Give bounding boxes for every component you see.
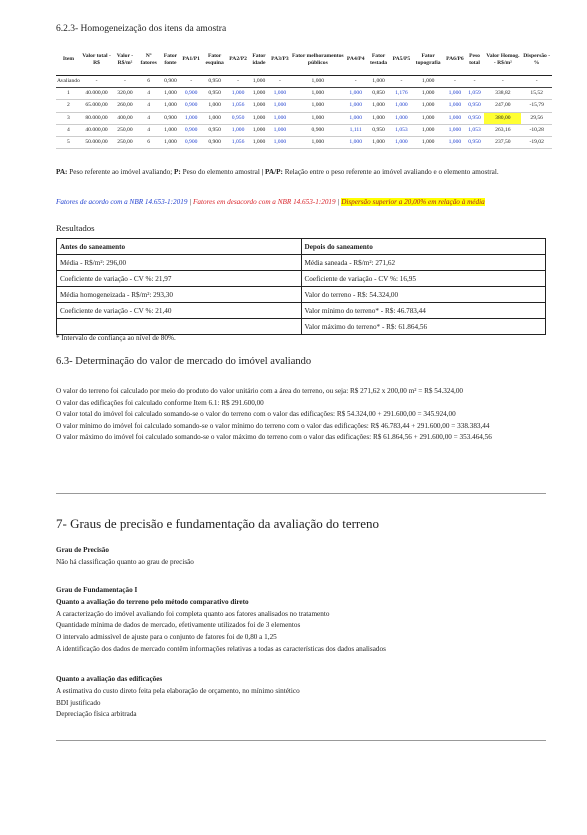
results-cell-before: Coeficiente de variação - CV %: 21,97 bbox=[57, 271, 302, 287]
table-cell: 0,950 bbox=[465, 112, 485, 124]
table-cell: 0,950 bbox=[465, 100, 485, 112]
results-header-after: Depois do saneamento bbox=[301, 239, 546, 255]
column-header: Fator idade bbox=[248, 44, 270, 76]
section-63-title: 6.3- Determinação do valor de mercado do imóvel avaliando bbox=[56, 356, 312, 367]
table-cell: 1,000 bbox=[248, 137, 270, 149]
table-cell: 1,000 bbox=[201, 112, 228, 124]
table-row bbox=[57, 271, 546, 287]
results-cell-after: Valor máximo do terreno* - R$: 61.864,56 bbox=[301, 319, 546, 335]
table-cell: 1,000 bbox=[270, 88, 290, 100]
table-cell: 4 bbox=[138, 112, 160, 124]
table-row bbox=[56, 88, 552, 100]
table-row bbox=[56, 137, 552, 149]
table-cell: 0,950 bbox=[228, 112, 248, 124]
table-cell: 1,000 bbox=[411, 88, 445, 100]
color-key-disagree: Fatores em desacordo com a NBR 14.653-1:2019 bbox=[193, 198, 336, 206]
table-cell: 1,000 bbox=[248, 124, 270, 136]
table-cell: - bbox=[346, 76, 366, 88]
samples-table bbox=[56, 44, 552, 149]
table-cell: 1,053 bbox=[465, 124, 485, 136]
table-cell: 320,00 bbox=[112, 88, 138, 100]
table-cell: 1,000 bbox=[290, 112, 346, 124]
table-cell: 260,00 bbox=[112, 100, 138, 112]
table-cell: 6 bbox=[138, 76, 160, 88]
results-cell-before: Média - R$/m²: 296,00 bbox=[57, 255, 302, 271]
paragraph: O valor máximo do imóvel foi calculado somando-se o valor máximo do terreno com o valor das edificações: R$ 61.864,56 + 291.600,00 = 353.464,56 bbox=[56, 433, 492, 441]
column-header: PA1/P1 bbox=[181, 44, 201, 76]
paragraph: O valor das edificações foi calculado conforme Item 6.1: R$ 291.600,00 bbox=[56, 398, 264, 407]
table-cell: 1,000 bbox=[270, 137, 290, 149]
table-cell: 0,900 bbox=[181, 88, 201, 100]
precision-title: Grau de Precisão bbox=[56, 546, 109, 554]
table-cell: - bbox=[484, 76, 521, 88]
table-row bbox=[57, 287, 546, 303]
list-item: A identificação dos dados de mercado contêm informações relativas a todas as características dos dados analisados bbox=[56, 644, 386, 653]
results-cell-after: Média saneada - R$/m²: 271,62 bbox=[301, 255, 546, 271]
table-cell: - bbox=[392, 76, 412, 88]
table-cell: 0,900 bbox=[201, 137, 228, 149]
legend-p-label: P: bbox=[174, 168, 181, 176]
table-cell: 1,000 bbox=[346, 100, 366, 112]
column-header: Valor total - R$ bbox=[81, 44, 112, 76]
column-header: Fator testada bbox=[366, 44, 392, 76]
table-cell: 50.000,00 bbox=[81, 137, 112, 149]
table-cell: 250,00 bbox=[112, 137, 138, 149]
table-cell: 1,000 bbox=[411, 100, 445, 112]
table-cell: - bbox=[181, 76, 201, 88]
table-cell: 1,000 bbox=[181, 112, 201, 124]
table-cell: 6 bbox=[138, 137, 160, 149]
legend-pap-text: Relação entre o peso referente ao imóvel avaliando e o elemento amostral. bbox=[284, 168, 499, 176]
table-cell: 2 bbox=[56, 100, 81, 112]
results-table bbox=[56, 238, 546, 335]
table-cell: 5 bbox=[56, 137, 81, 149]
color-key bbox=[56, 198, 556, 206]
table-cell: 0,900 bbox=[160, 112, 182, 124]
legend bbox=[56, 166, 546, 178]
column-header: Valor - R$/m² bbox=[112, 44, 138, 76]
column-header: PA6/P6 bbox=[445, 44, 465, 76]
table-cell: 1,000 bbox=[445, 88, 465, 100]
table-cell: 1,000 bbox=[228, 88, 248, 100]
column-header: PA2/P2 bbox=[228, 44, 248, 76]
table-cell: 3 bbox=[56, 112, 81, 124]
section-63-paragraphs bbox=[56, 386, 546, 444]
table-cell: 400,00 bbox=[112, 112, 138, 124]
table-cell: 1,000 bbox=[270, 100, 290, 112]
table-cell: 1,000 bbox=[346, 112, 366, 124]
list-item: A estimativa do custo direto feita pela elaboração de orçamento, no mínimo sintético bbox=[56, 686, 300, 695]
table-cell: 1,000 bbox=[248, 88, 270, 100]
list-item: O intervalo admissível de ajuste para o conjunto de fatores foi de 0,80 a 1,25 bbox=[56, 633, 277, 642]
paragraph: O valor mínimo do imóvel foi calculado somando-se o valor mínimo do terreno com o valor das edificações: R$ 46.783,44 + 291.600,00 = 338.383,44 bbox=[56, 421, 490, 430]
table-cell: 1,000 bbox=[445, 137, 465, 149]
fundamentation-title: Grau de Fundamentação I bbox=[56, 586, 138, 594]
table-cell: 1,000 bbox=[160, 100, 182, 112]
column-header: PA5/P5 bbox=[392, 44, 412, 76]
buildings-title: Quanto a avaliação das edificações bbox=[56, 675, 163, 683]
table-cell: 1,000 bbox=[392, 100, 412, 112]
table-cell: 1,000 bbox=[160, 137, 182, 149]
table-cell: 1,000 bbox=[411, 124, 445, 136]
table-cell: 1,000 bbox=[290, 137, 346, 149]
samples-body bbox=[56, 76, 552, 149]
table-cell: 1,000 bbox=[366, 112, 392, 124]
legend-p-text: Peso do elemento amostral bbox=[182, 168, 260, 176]
table-row bbox=[57, 255, 546, 271]
results-cell-before bbox=[57, 319, 302, 335]
table-cell: - bbox=[112, 76, 138, 88]
results-cell-after: Valor mínimo do terreno* - R$: 46.783,44 bbox=[301, 303, 546, 319]
table-row bbox=[57, 303, 546, 319]
column-header: Nº fatores bbox=[138, 44, 160, 76]
legend-pap-label: | PA/P: bbox=[261, 168, 283, 176]
table-cell: 1,000 bbox=[248, 76, 270, 88]
table-cell: -15,79 bbox=[521, 100, 552, 112]
table-row bbox=[56, 112, 552, 124]
table-cell: - bbox=[445, 76, 465, 88]
table-cell: 0,900 bbox=[290, 124, 346, 136]
precision-block bbox=[56, 545, 546, 569]
fundamentation-block bbox=[56, 585, 546, 656]
table-cell: - bbox=[81, 76, 112, 88]
table-cell: 1,000 bbox=[411, 112, 445, 124]
table-cell: 0,950 bbox=[201, 76, 228, 88]
table-cell: 4 bbox=[138, 124, 160, 136]
table-row bbox=[57, 319, 546, 335]
list-item: BDI justificado bbox=[56, 698, 101, 707]
results-header-before: Antes do saneamento bbox=[57, 239, 302, 255]
table-cell: 1,000 bbox=[392, 137, 412, 149]
table-cell: -19,02 bbox=[521, 137, 552, 149]
table-cell: 1,056 bbox=[228, 137, 248, 149]
table-cell: 1,000 bbox=[248, 100, 270, 112]
paragraph: O valor do terreno foi calculado por meio do produto do valor unitário com a área do terreno, ou seja: R$ 271,62 x 200,00 m² = R$ 54.324,00 bbox=[56, 387, 464, 395]
table-cell: 1 bbox=[56, 88, 81, 100]
table-cell: 80.000,00 bbox=[81, 112, 112, 124]
table-cell: - bbox=[270, 76, 290, 88]
table-cell: 247,00 bbox=[484, 100, 521, 112]
table-cell: 1,000 bbox=[366, 100, 392, 112]
table-cell: 1,000 bbox=[366, 137, 392, 149]
table-cell: 65.000,00 bbox=[81, 100, 112, 112]
column-header: Fator fonte bbox=[160, 44, 182, 76]
table-cell: 1,000 bbox=[290, 88, 346, 100]
table-cell: 4 bbox=[138, 100, 160, 112]
results-cell-after: Coeficiente de variação - CV %: 16,95 bbox=[301, 271, 546, 287]
table-cell: 0,950 bbox=[201, 124, 228, 136]
table-cell: 0,950 bbox=[201, 88, 228, 100]
section-7-title: 7- Graus de precisão e fundamentação da avaliação do terreno bbox=[56, 516, 380, 531]
column-header: PA3/P3 bbox=[270, 44, 290, 76]
column-header: PA4/P4 bbox=[346, 44, 366, 76]
table-cell: 0,900 bbox=[181, 137, 201, 149]
table-cell: 1,000 bbox=[445, 100, 465, 112]
table-cell: 0,900 bbox=[160, 76, 182, 88]
column-header: Peso total bbox=[465, 44, 485, 76]
results-cell-before: Coeficiente de variação - CV %: 21,40 bbox=[57, 303, 302, 319]
table-cell: 29,56 bbox=[521, 112, 552, 124]
table-cell: 1,000 bbox=[201, 100, 228, 112]
color-key-sep-2: | bbox=[335, 198, 342, 206]
table-cell: 1,059 bbox=[465, 88, 485, 100]
table-cell: 1,000 bbox=[248, 112, 270, 124]
table-cell: 1,000 bbox=[160, 88, 182, 100]
table-cell: 1,111 bbox=[346, 124, 366, 136]
table-cell: 4 bbox=[138, 88, 160, 100]
legend-pa-text: Peso referente ao imóvel avaliando; bbox=[69, 168, 173, 176]
results-title: Resultados bbox=[56, 223, 95, 233]
table-cell: 250,00 bbox=[112, 124, 138, 136]
divider bbox=[56, 740, 546, 741]
table-cell: 0,850 bbox=[366, 88, 392, 100]
column-header: Fator melhoramentos públicos bbox=[290, 44, 346, 76]
table-cell: 0,950 bbox=[366, 124, 392, 136]
table-cell: 1,000 bbox=[366, 76, 392, 88]
fundamentation-subtitle: Quanto a avaliação do terreno pelo método comparativo direto bbox=[56, 597, 249, 606]
list-item: A caracterização do imóvel avaliando foi completa quanto aos fatores analisados no tratamento bbox=[56, 609, 330, 618]
samples-header-row bbox=[56, 44, 552, 76]
list-item: Quantidade mínima de dados de mercado, efetivamente utilizados foi de 3 elementos bbox=[56, 621, 301, 630]
table-cell: 0,900 bbox=[181, 100, 201, 112]
table-cell: - bbox=[228, 76, 248, 88]
precision-text: Não há classificação quanto ao grau de precisão bbox=[56, 557, 194, 566]
table-cell: 4 bbox=[56, 124, 81, 136]
table-cell: 1,000 bbox=[411, 137, 445, 149]
results-footnote: * Intervalo de confiança ao nível de 80%. bbox=[56, 334, 176, 342]
column-header: Item bbox=[56, 44, 81, 76]
table-cell: 40.000,00 bbox=[81, 124, 112, 136]
color-key-dispersion: Dispersão superior a 20,00% em relação à média bbox=[341, 198, 485, 206]
table-cell: 263,16 bbox=[484, 124, 521, 136]
table-row bbox=[56, 100, 552, 112]
table-cell: 1,053 bbox=[392, 124, 412, 136]
table-cell: 0,950 bbox=[465, 137, 485, 149]
column-header: Valor Homog. - R$/m² bbox=[484, 44, 521, 76]
table-cell: 1,000 bbox=[228, 124, 248, 136]
table-cell: 380,00 bbox=[484, 112, 521, 124]
column-header: Fator esquina bbox=[201, 44, 228, 76]
table-cell: - bbox=[465, 76, 485, 88]
list-item: Depreciação física arbitrada bbox=[56, 710, 137, 719]
table-cell: 1,000 bbox=[392, 112, 412, 124]
section-623-title: 6.2.3- Homogeneização dos itens da amostra bbox=[56, 24, 227, 34]
table-cell: 338,82 bbox=[484, 88, 521, 100]
legend-pa-label: PA: bbox=[56, 168, 68, 176]
table-cell: - bbox=[521, 76, 552, 88]
results-body bbox=[57, 255, 546, 335]
table-cell: Avaliando bbox=[56, 76, 81, 88]
results-cell-after: Valor do terreno - R$: 54.324,00 bbox=[301, 287, 546, 303]
table-cell: 237,50 bbox=[484, 137, 521, 149]
table-cell: 1,056 bbox=[228, 100, 248, 112]
avaliando-row bbox=[56, 76, 552, 88]
table-cell: 40.000,00 bbox=[81, 88, 112, 100]
table-cell: -10,28 bbox=[521, 124, 552, 136]
table-cell: 1,000 bbox=[411, 76, 445, 88]
column-header: Fator topografia bbox=[411, 44, 445, 76]
table-cell: 1,000 bbox=[290, 100, 346, 112]
table-cell: 15,52 bbox=[521, 88, 552, 100]
table-cell: 1,000 bbox=[160, 124, 182, 136]
table-cell: 1,000 bbox=[445, 124, 465, 136]
column-header: Dispersão - % bbox=[521, 44, 552, 76]
table-cell: 1,000 bbox=[290, 76, 346, 88]
table-cell: 1,176 bbox=[392, 88, 412, 100]
table-cell: 1,000 bbox=[346, 88, 366, 100]
buildings-block bbox=[56, 674, 546, 721]
results-cell-before: Média homogeneizada - R$/m²: 293,30 bbox=[57, 287, 302, 303]
divider bbox=[56, 493, 546, 494]
table-cell: 1,000 bbox=[270, 112, 290, 124]
paragraph: O valor total do imóvel foi calculado somando-se o valor do terreno com o valor das edificações: R$ 54.324,00 + 291.600,00 = 345.924,00 bbox=[56, 410, 456, 418]
table-cell: 1,000 bbox=[346, 137, 366, 149]
table-row bbox=[56, 124, 552, 136]
color-key-sep-1: | bbox=[187, 198, 193, 206]
table-cell: 1,000 bbox=[270, 124, 290, 136]
table-cell: 1,000 bbox=[445, 112, 465, 124]
color-key-agree: Fatores de acordo com a NBR 14.653-1:2019 bbox=[56, 198, 188, 206]
table-cell: 0,900 bbox=[181, 124, 201, 136]
